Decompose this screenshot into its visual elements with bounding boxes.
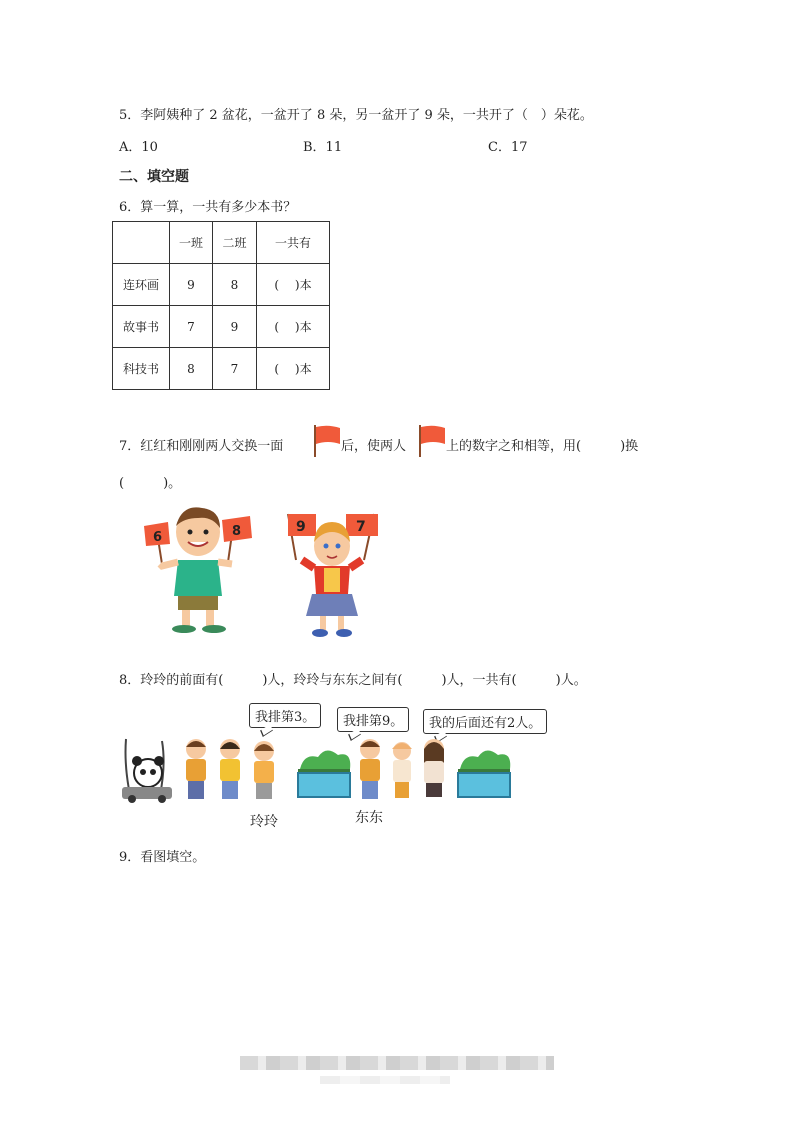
table-cell: 8: [213, 264, 257, 306]
girl-flag-number: 7: [356, 519, 366, 535]
child-figure-lingling: [254, 741, 274, 799]
queue-illustration: [118, 735, 518, 813]
boy-with-flags-illustration: [142, 504, 254, 636]
question-7-line2: ( )。: [119, 476, 182, 491]
table-header-cell: 一共有: [257, 222, 330, 264]
table-header-cell: 一班: [170, 222, 213, 264]
table-cell: 9: [170, 264, 213, 306]
child-figure: [392, 742, 412, 798]
speech-bubble: 我的后面还有2人。: [423, 709, 547, 734]
question-7-part3: 上的数字之和相等，用( )换: [446, 439, 639, 454]
answer-cell[interactable]: ( )本: [257, 348, 330, 390]
child-figure: [220, 739, 240, 799]
question-7-part1: 7．红红和刚刚两人交换一面: [119, 439, 284, 454]
table-row: [113, 306, 330, 348]
question-5-option-b[interactable]: B．11: [303, 140, 343, 155]
planter-icon: [458, 750, 510, 797]
child-figure-dongdong: [360, 739, 380, 799]
panda-icon: [122, 739, 172, 803]
speech-bubble: 我排第9。: [337, 707, 409, 732]
table-row: [113, 348, 330, 390]
child-figure: [186, 739, 206, 799]
table-header-row: [113, 222, 330, 264]
footer-watermark: [240, 1056, 554, 1070]
answer-cell[interactable]: ( )本: [257, 306, 330, 348]
question-5-option-a[interactable]: A．10: [119, 140, 158, 155]
question-5-option-c[interactable]: C．17: [488, 140, 528, 155]
question-5-text: 5．李阿姨种了 2 盆花，一盆开了 8 朵，另一盆开了 9 朵，一共开了（ ）朵花。: [119, 108, 593, 123]
name-label-lingling: 玲玲: [250, 814, 278, 830]
question-9-text: 9．看图填空。: [119, 850, 206, 865]
table-cell: 7: [170, 306, 213, 348]
flag-icon: [417, 424, 447, 458]
girl-with-flags-illustration: [282, 508, 382, 640]
table-cell: 故事书: [113, 306, 170, 348]
planter-icon: [298, 750, 350, 797]
table-cell: 7: [213, 348, 257, 390]
boy-flag-number: 8: [232, 524, 242, 539]
books-table: [112, 221, 330, 390]
table-cell: 科技书: [113, 348, 170, 390]
answer-cell[interactable]: ( )本: [257, 264, 330, 306]
boy-flag-number: 6: [153, 530, 163, 545]
section-title: 二、填空题: [119, 169, 189, 185]
child-figure: [424, 739, 444, 797]
table-header-cell: 二班: [213, 222, 257, 264]
table-row: [113, 264, 330, 306]
question-8-text: 8．玲玲的前面有( )人，玲玲与东东之间有( )人，一共有( )人。: [119, 673, 587, 688]
footer-watermark: [320, 1076, 450, 1084]
speech-bubble: 我排第3。: [249, 703, 321, 728]
table-header-cell: [113, 222, 170, 264]
girl-flag-number: 9: [296, 519, 306, 535]
table-cell: 连环画: [113, 264, 170, 306]
question-6-text: 6．算一算，一共有多少本书？: [119, 200, 297, 215]
table-cell: 9: [213, 306, 257, 348]
table-cell: 8: [170, 348, 213, 390]
question-7-part2: 后，使两人: [341, 439, 407, 454]
flag-icon: [312, 424, 342, 458]
name-label-dongdong: 东东: [355, 810, 383, 826]
